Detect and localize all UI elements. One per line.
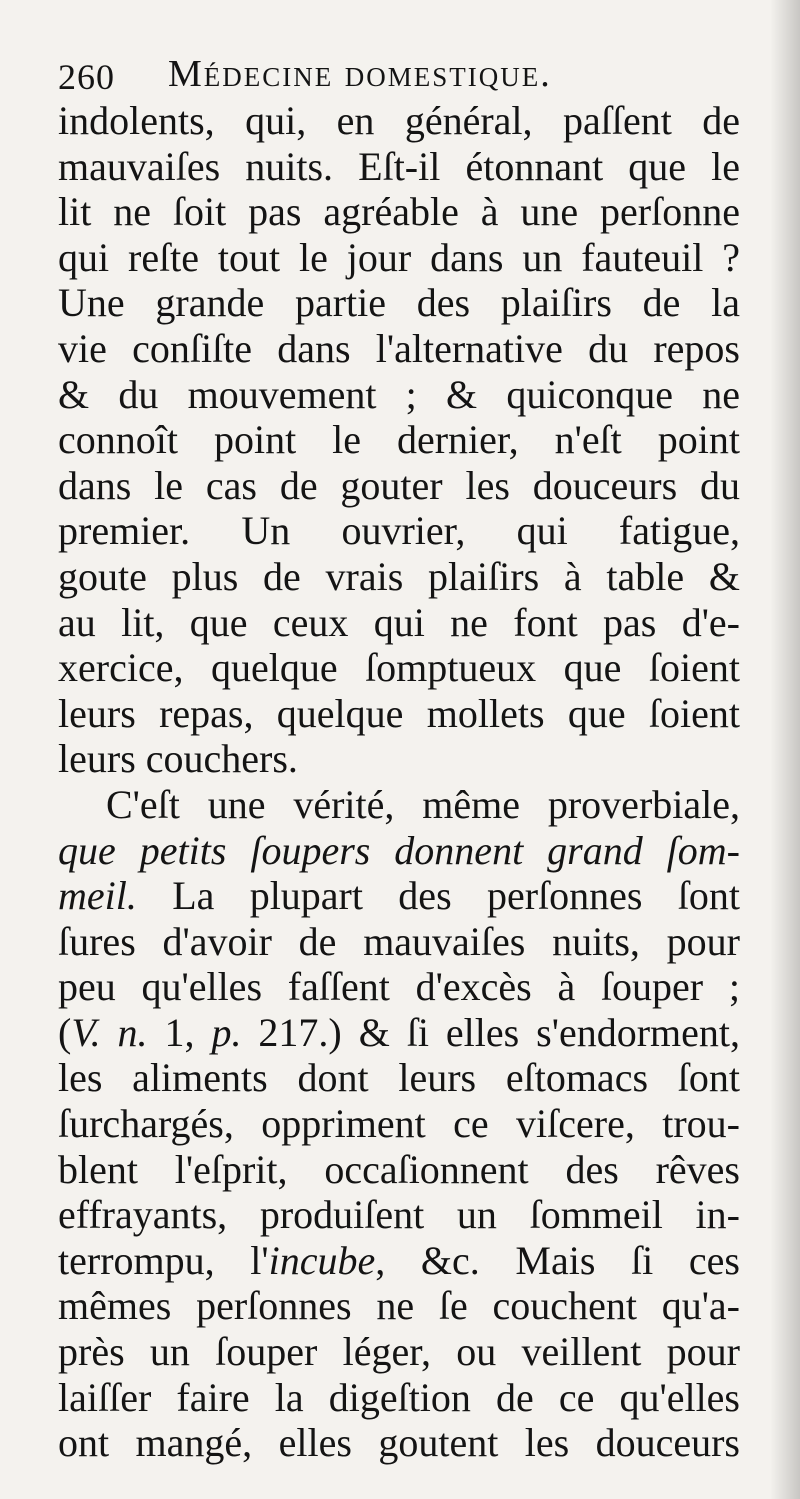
text-line: connoît point le dernier, n'eſt point — [58, 417, 740, 463]
running-title: Médecine domestique. — [168, 53, 552, 95]
text-line-mixed — [58, 873, 740, 919]
text-line: ont mangé, elles goutent les douceurs — [58, 1420, 740, 1466]
text-line: vie conſiſte dans l'alternative du repos — [58, 325, 740, 371]
text-line: qui reſte tout le jour dans un fauteuil ? — [58, 234, 740, 280]
text-run: , &c. Mais ſi ces — [375, 1237, 740, 1283]
text-line: ſurchargés, oppriment ce viſcere, trou- — [58, 1101, 740, 1147]
text-line: Une grande partie des plaiſirs de la — [58, 280, 740, 326]
text-line: C'eſt une vérité, même proverbiale, — [106, 781, 740, 827]
text-line: indolents, qui, en général, paſſent de — [58, 98, 740, 143]
italic-run: p. — [211, 1009, 242, 1055]
italic-run: meil. — [58, 873, 137, 919]
body-text — [58, 98, 740, 1466]
text-run: terrompu, l' — [58, 1237, 269, 1283]
text-line-mixed — [58, 1238, 740, 1284]
text-line: blent l'eſprit, occaſionnent des rêves — [58, 1146, 740, 1192]
text-line: & du mouvement ; & quiconque ne — [58, 371, 740, 417]
page-edge-shadow — [770, 0, 800, 1499]
text-line: les aliments dont leurs eſtomacs ſont — [58, 1055, 740, 1101]
text-line-italic: que petits ſoupers donnent grand ſom- — [58, 827, 740, 873]
text-line: peu qu'elles faſſent d'excès à ſouper ; — [58, 964, 740, 1010]
text-line: dans le cas de gouter les douceurs du — [58, 462, 740, 508]
text-line: laiſſer faire la digeſtion de ce qu'elles — [58, 1374, 740, 1420]
text-line: goute plus de vrais plaiſirs à table & — [58, 553, 740, 599]
text-line: premier. Un ouvrier, qui fatigue, — [58, 508, 740, 554]
page-header — [58, 52, 748, 98]
text-line: au lit, que ceux qui ne font pas d'e- — [58, 599, 740, 645]
text-line: xercice, quelque ſomptueux que ſoient — [58, 645, 740, 691]
text-line-mixed — [58, 1010, 740, 1056]
text-line: effrayants, produiſent un ſommeil in- — [58, 1192, 740, 1238]
text-run: 1, — [147, 1009, 212, 1055]
italic-run: incube — [268, 1237, 376, 1283]
text-run: ( — [58, 1009, 72, 1055]
text-line: lit ne ſoit pas agréable à une perſonne — [58, 189, 740, 235]
text-run: La plupart des perſonnes ſont — [136, 873, 740, 919]
text-line: près un ſouper léger, ou veillent pour — [58, 1329, 740, 1375]
text-line: mêmes perſonnes ne ſe couchent qu'a- — [58, 1283, 740, 1329]
text-run: 217.) & ſi elles s'endorment, — [241, 1009, 741, 1055]
text-line: leurs repas, quelque mollets que ſoient — [58, 690, 740, 736]
text-line: ſures d'avoir de mauvaiſes nuits, pour — [58, 918, 740, 964]
text-line: leurs couchers. — [58, 736, 298, 782]
page-number: 260 — [58, 57, 115, 97]
italic-run: V. n. — [71, 1009, 148, 1055]
text-line: mauvaiſes nuits. Eſt-il étonnant que le — [58, 143, 740, 189]
